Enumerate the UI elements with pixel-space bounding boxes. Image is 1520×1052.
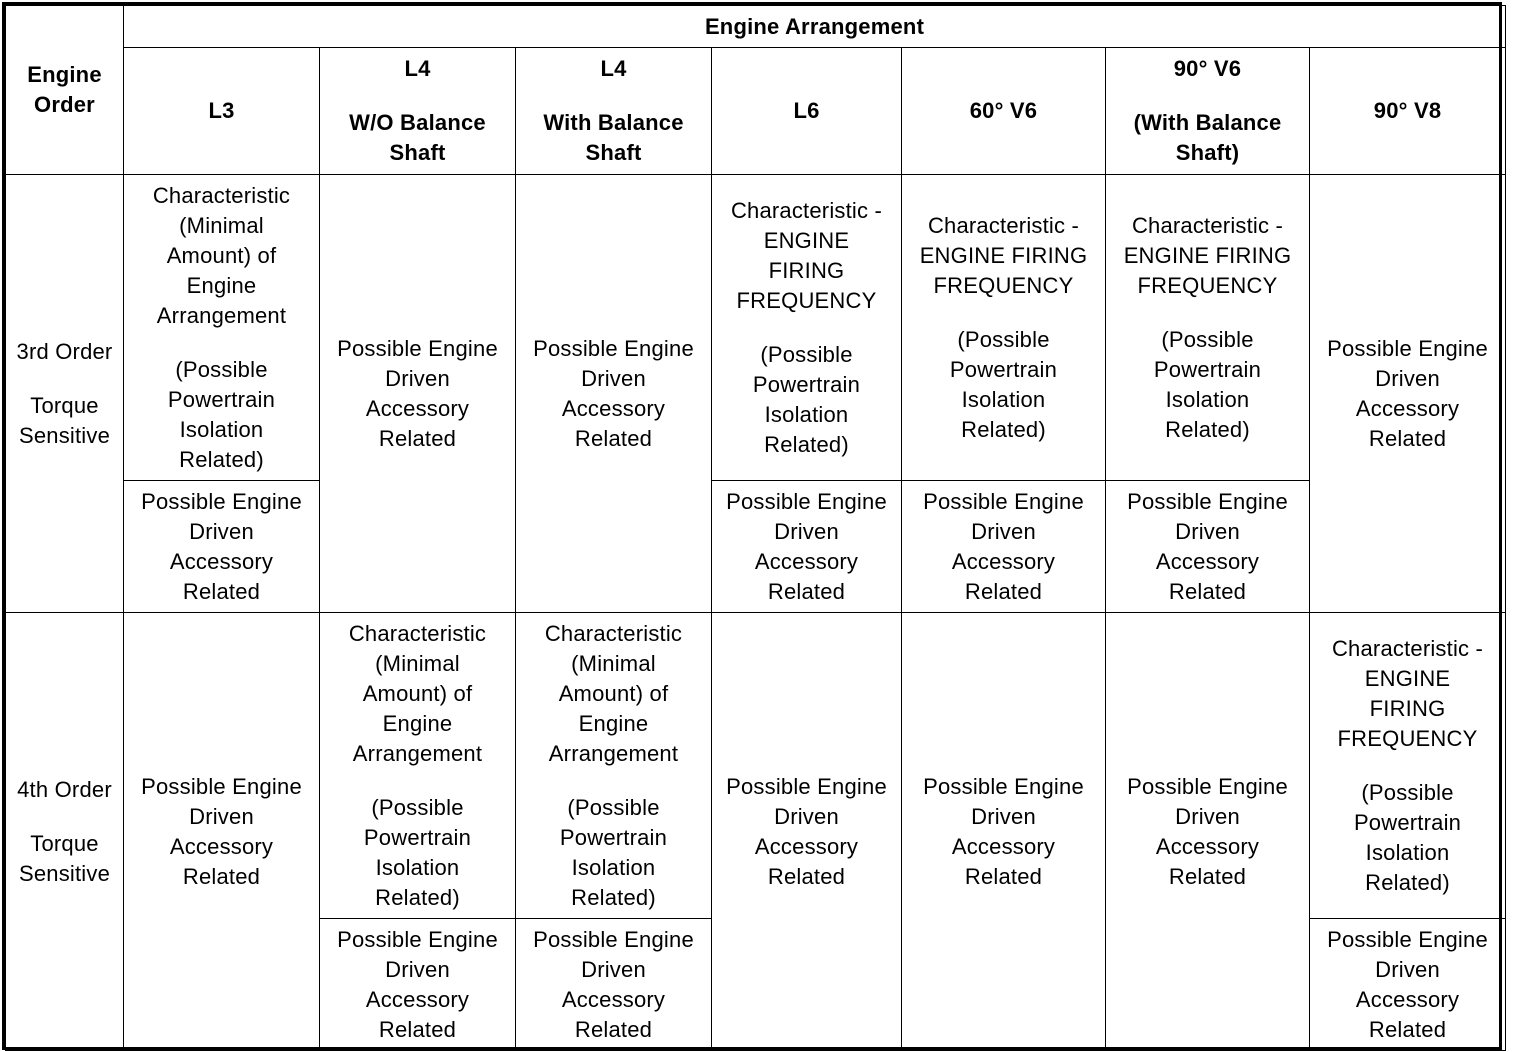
cell-4th-90v6-accessory	[1106, 613, 1310, 1051]
engine-order-header	[6, 6, 124, 175]
col-header-line: With Balance	[543, 110, 684, 135]
accessory-text: Possible Engine Driven Accessory Related	[1127, 773, 1288, 889]
cell-4th-l4-wo-accessory	[320, 919, 516, 1051]
col-header-60-v6	[902, 48, 1106, 175]
characteristic-text: Characteristic - ENGINE FIRING FREQUENCY	[1123, 212, 1292, 298]
cell-3rd-90v6-characteristic	[1106, 175, 1310, 481]
col-header-l3	[124, 48, 320, 175]
cell-3rd-l4-wo-accessory	[320, 175, 516, 613]
col-header-line: 90° V6	[1173, 56, 1242, 81]
cell-4th-l6-accessory	[712, 613, 902, 1051]
engine-order-header-line2: Order	[34, 92, 95, 117]
row-label-line: Sensitive	[18, 860, 111, 886]
accessory-text: Possible Engine Driven Accessory Related	[726, 773, 887, 889]
row-label-line: 4th Order	[17, 776, 112, 802]
cell-3rd-l6-characteristic	[712, 175, 902, 481]
engine-order-table-frame	[2, 2, 1502, 1050]
col-header-line: Shaft	[585, 140, 642, 165]
characteristic-text: Characteristic - ENGINE FIRING FREQUENCY	[919, 212, 1088, 298]
accessory-text: Possible Engine Driven Accessory Related	[1327, 335, 1488, 451]
cell-3rd-60v6-accessory	[902, 481, 1106, 613]
characteristic-text: Characteristic (Minimal Amount) of Engine Arrangement	[544, 620, 683, 766]
col-header-l3-label: L3	[208, 98, 235, 123]
accessory-text: Possible Engine Driven Accessory Related	[533, 335, 694, 451]
col-header-line: (With Balance	[1133, 110, 1282, 135]
cell-3rd-l4-with-accessory	[516, 175, 712, 613]
isolation-text: (Possible Powertrain Isolation Related)	[559, 794, 668, 910]
cell-3rd-l6-accessory	[712, 481, 902, 613]
isolation-text: (Possible Powertrain Isolation Related)	[167, 356, 276, 472]
col-header-line: W/O Balance	[349, 110, 486, 135]
accessory-text: Possible Engine Driven Accessory Related	[533, 926, 694, 1042]
accessory-text: Possible Engine Driven Accessory Related	[141, 773, 302, 889]
row-label-line: 3rd Order	[16, 338, 113, 364]
isolation-text: (Possible Powertrain Isolation Related)	[1353, 779, 1462, 895]
accessory-text: Possible Engine Driven Accessory Related	[923, 773, 1084, 889]
cell-4th-60v6-accessory	[902, 613, 1106, 1051]
isolation-text: (Possible Powertrain Isolation Related)	[1153, 326, 1262, 442]
cell-3rd-l3-characteristic	[124, 175, 320, 481]
engine-order-table	[5, 5, 1506, 1051]
cell-3rd-90v6-accessory	[1106, 481, 1310, 613]
row-label-line: Sensitive	[18, 422, 111, 448]
col-header-line: Shaft	[389, 140, 446, 165]
cell-3rd-90v8-accessory	[1310, 175, 1506, 613]
accessory-text: Possible Engine Driven Accessory Related	[337, 335, 498, 451]
col-header-90-v8-label: 90° V8	[1373, 98, 1442, 123]
cell-4th-l3-accessory	[124, 613, 320, 1051]
isolation-text: (Possible Powertrain Isolation Related)	[949, 326, 1058, 442]
cell-4th-90v8-accessory	[1310, 919, 1506, 1051]
col-header-90-v6	[1106, 48, 1310, 175]
col-header-line: Shaft)	[1175, 140, 1240, 165]
characteristic-text: Characteristic - ENGINE FIRING FREQUENCY	[1331, 635, 1484, 751]
col-header-l4-wo-balance	[320, 48, 516, 175]
row-label-line: Torque	[30, 830, 99, 856]
row-label-4th-order	[6, 613, 124, 1051]
engine-order-header-line1: Engine	[27, 62, 102, 87]
isolation-text: (Possible Powertrain Isolation Related)	[363, 794, 472, 910]
cell-3rd-l3-accessory	[124, 481, 320, 613]
col-header-l6-label: L6	[793, 98, 820, 123]
col-header-l4-with-balance	[516, 48, 712, 175]
col-header-90-v8	[1310, 48, 1506, 175]
characteristic-text: Characteristic (Minimal Amount) of Engine Arrangement	[152, 182, 291, 328]
accessory-text: Possible Engine Driven Accessory Related	[726, 488, 887, 604]
accessory-text: Possible Engine Driven Accessory Related	[337, 926, 498, 1042]
engine-arrangement-header: Engine Arrangement	[124, 6, 1506, 48]
col-header-line: L4	[600, 56, 627, 81]
col-header-line: L4	[404, 56, 431, 81]
col-header-60-v6-label: 60° V6	[969, 98, 1038, 123]
cell-3rd-60v6-characteristic	[902, 175, 1106, 481]
isolation-text: (Possible Powertrain Isolation Related)	[752, 341, 861, 457]
cell-4th-l4-wo-characteristic	[320, 613, 516, 919]
col-header-l6	[712, 48, 902, 175]
accessory-text: Possible Engine Driven Accessory Related	[1327, 926, 1488, 1042]
cell-4th-l4-with-accessory	[516, 919, 712, 1051]
accessory-text: Possible Engine Driven Accessory Related	[141, 488, 302, 604]
accessory-text: Possible Engine Driven Accessory Related	[1127, 488, 1288, 604]
cell-4th-90v8-characteristic	[1310, 613, 1506, 919]
characteristic-text: Characteristic - ENGINE FIRING FREQUENCY	[730, 197, 883, 313]
cell-4th-l4-with-characteristic	[516, 613, 712, 919]
row-label-line: Torque	[30, 392, 99, 418]
accessory-text: Possible Engine Driven Accessory Related	[923, 488, 1084, 604]
row-label-3rd-order	[6, 175, 124, 613]
characteristic-text: Characteristic (Minimal Amount) of Engine Arrangement	[348, 620, 487, 766]
